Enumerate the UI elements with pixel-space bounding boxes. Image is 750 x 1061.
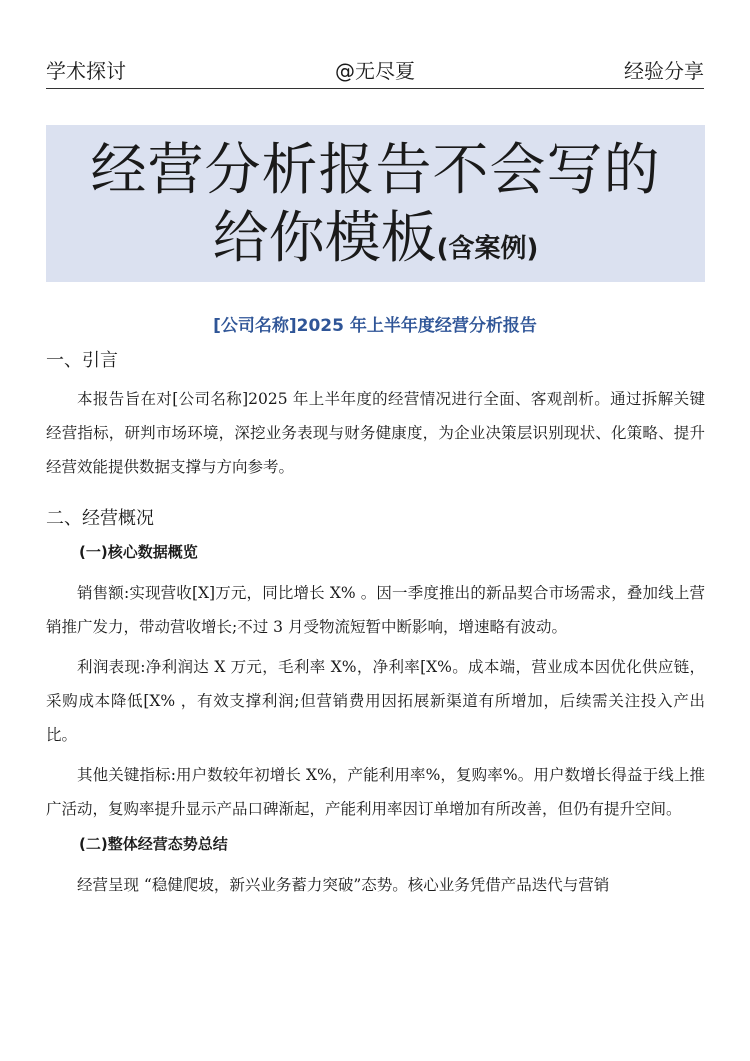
banner-title-line2 <box>46 207 705 281</box>
sales-paragraph: 销售额:实现营收[X]万元，同比增长 X% 。因一季度推出的新品契合市场需求，叠加线上营销推广发力，带动营收增长;不过 3 月受物流短暂中断影响，增速略有波动。 <box>46 584 705 636</box>
header-author: @无尽夏 <box>335 58 415 83</box>
report-subtitle: [公司名称]2025 年上半年度经营分析报告 <box>213 316 537 336</box>
banner-title-note: (含案例) <box>436 234 539 264</box>
intro-paragraph: 本报告旨在对[公司名称]2025 年上半年度的经营情况进行全面、客观剖析。通过拆解关键经营指标，研判市场环境，深挖业务表现与财务健康度，为企业决策层识别现状、化策略、提升经营效能提供数据支撑与方向参考。 <box>46 390 705 476</box>
title-banner <box>46 125 705 282</box>
section-heading-overview: 二、经营概况 <box>46 508 154 529</box>
summary-paragraph: 经营呈现 “稳健爬坡，新兴业务蓄力突破”态势。核心业务凭借产品迭代与营销 <box>77 876 610 894</box>
subsection-heading-core-data: (一)核心数据概览 <box>79 543 198 561</box>
other-metrics-paragraph: 其他关键指标:用户数较年初增长 X%，产能利用率%，复购率%。用户数增长得益于线上推广活动，复购率提升显示产品口碑渐起，产能利用率因订单增加有所改善，但仍有提升空间。 <box>46 766 705 818</box>
page-header <box>46 52 704 86</box>
subsection-heading-summary: (二)整体经营态势总结 <box>79 835 228 853</box>
section-heading-intro: 一、引言 <box>46 350 118 371</box>
header-right-label: 经验分享 <box>624 58 704 83</box>
document-body <box>46 346 705 902</box>
banner-title-line1: 经营分析报告不会写的 <box>90 138 661 203</box>
banner-title-main: 给你模板 <box>212 206 437 271</box>
header-left-label: 学术探讨 <box>46 58 126 83</box>
header-divider <box>46 88 704 89</box>
profit-paragraph: 利润表现:净利润达 X 万元，毛利率 X%，净利率[X%。成本端，营业成本因优化供应链，采购成本降低[X% ，有效支撑利润;但营销费用因拓展新渠道有所增加，后续需关注投入产出比。 <box>46 658 705 744</box>
